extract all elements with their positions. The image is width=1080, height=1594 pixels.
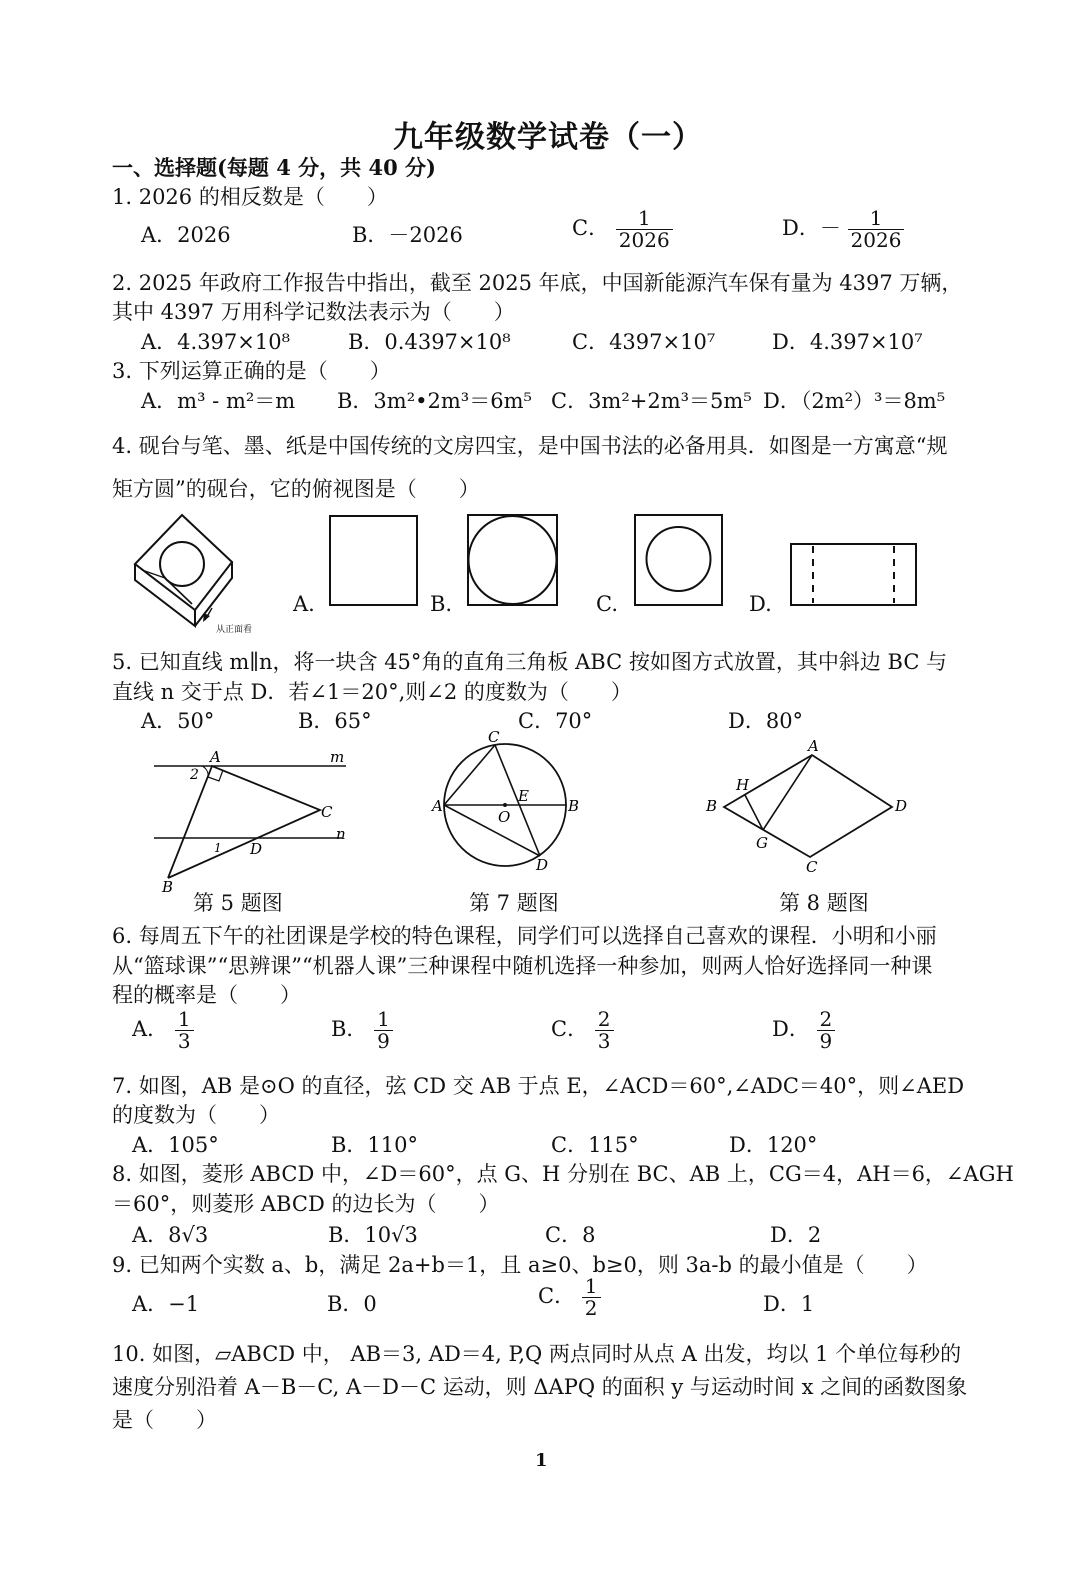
q7-option-c[interactable]: C．115° (551, 1133, 639, 1157)
q9-c-num: 1 (582, 1276, 601, 1298)
q9-option-d[interactable]: D．1 (763, 1292, 815, 1316)
fig5-label-d: D (250, 840, 263, 858)
page-number: 1 (535, 1450, 548, 1471)
q1-stem: 1. 2026 的相反数是（ ） (112, 185, 388, 209)
q8-option-a[interactable]: A．8√3 (132, 1223, 209, 1247)
q1-d-fraction (848, 208, 905, 251)
page-title: 九年级数学试卷（一） (393, 120, 703, 155)
fig5-label-2: 2 (190, 767, 199, 783)
q6-c-fraction (595, 1009, 614, 1052)
q6-option-a[interactable] (132, 1009, 194, 1052)
fig7-label-c: C (488, 728, 500, 746)
fig8-label-c: C (806, 858, 818, 876)
q2-option-d[interactable]: D．4.397×10⁷ (772, 330, 923, 354)
q6-c-den: 3 (597, 1029, 611, 1053)
fig8-label-d: D (895, 797, 908, 815)
fig8-caption: 第 8 题图 (779, 891, 869, 915)
q6-line3: 程的概率是（ ） (112, 983, 301, 1007)
q6-option-c[interactable] (551, 1009, 614, 1052)
q4-line1: 4. 砚台与笔、墨、纸是中国传统的文房四宝，是中国书法的必备用具．如图是一方寓意“规 (112, 434, 948, 458)
q7-option-d[interactable]: D．120° (729, 1133, 818, 1157)
q2-line1: 2. 2025 年政府工作报告中指出，截至 2025 年底，中国新能源汽车保有量为 4397 万辆， (112, 271, 963, 295)
fig5-label-1: 1 (214, 841, 222, 855)
q7-line1: 7. 如图，AB 是⊙O 的直径，弦 CD 交 AB 于点 E，∠ACD＝60°,∠ADC＝40°，则∠AED (112, 1074, 965, 1098)
q6-a-fraction (175, 1009, 194, 1052)
q8-option-d[interactable]: D．2 (770, 1223, 822, 1247)
q1-option-b[interactable]: B．－2026 (352, 223, 463, 247)
fig7-label-d: D (536, 856, 549, 874)
q1-option-c[interactable] (572, 208, 673, 251)
q1-d-prefix: D．－ (782, 216, 841, 240)
fig8-label-h: H (736, 776, 750, 794)
q10-line2: 速度分别沿着 A－B－C, A－D－C 运动，则 ΔAPQ 的面积 y 与运动时间 x 之间的函数图象 (112, 1375, 968, 1399)
q1-d-den: 2026 (850, 228, 902, 252)
q8-line1: 8. 如图，菱形 ABCD 中，∠D＝60°，点 G、H 分别在 BC、AB 上，CG＝4，AH＝6，∠AGH (112, 1162, 1014, 1186)
q8-option-b[interactable]: B．10√3 (328, 1223, 418, 1247)
q6-b-num: 1 (374, 1009, 393, 1031)
q6-d-fraction (817, 1009, 836, 1052)
q9-c-den: 2 (584, 1296, 598, 1320)
fig7-label-a: A (432, 797, 443, 815)
fig5-diagram (150, 745, 360, 895)
fig7-caption: 第 7 题图 (469, 891, 559, 915)
q6-d-num: 2 (817, 1009, 836, 1031)
q6-b-fraction (374, 1009, 393, 1052)
q4-arrow-label: 从正面看 (216, 625, 253, 635)
q4-line2: 矩方圆”的砚台，它的俯视图是（ ） (112, 477, 480, 501)
q9-c-prefix: C． (538, 1284, 576, 1308)
q4-option-c-label[interactable]: C. (596, 592, 618, 616)
fig7-label-b: B (568, 797, 580, 815)
q7-line2: 的度数为（ ） (112, 1103, 280, 1127)
q4-option-a-label[interactable]: A. (293, 592, 315, 616)
q9-option-b[interactable]: B．0 (327, 1292, 377, 1316)
q5-line1: 5. 已知直线 m∥n，将一块含 45°角的直角三角板 ABC 按如图方式放置，其中斜边 BC 与 (112, 650, 948, 674)
fig7-label-o: O (498, 808, 511, 826)
q4-inkstone-figure (130, 512, 240, 632)
q10-line1: 10. 如图，▱ABCD 中， AB＝3, AD＝4, P,Q 两点同时从点 A 出发，均以 1 个单位每秒的 (112, 1342, 962, 1366)
q9-c-fraction (582, 1276, 601, 1319)
q6-option-b[interactable] (331, 1009, 393, 1052)
q3-option-b[interactable]: B．3m²•2m³＝6m⁵ (337, 389, 532, 413)
fig8-label-b: B (706, 797, 718, 815)
q5-option-b[interactable]: B．65° (298, 709, 372, 733)
q5-option-c[interactable]: C．70° (518, 709, 593, 733)
q1-d-num: 1 (848, 208, 905, 230)
q9-stem: 9. 已知两个实数 a、b，满足 2a+b＝1，且 a≥0、b≥0，则 3a-b 的最小值是（ ） (112, 1253, 928, 1277)
q4-option-b-shape[interactable] (467, 514, 559, 607)
q4-option-c-shape[interactable] (634, 514, 724, 607)
fig5-caption: 第 5 题图 (193, 891, 283, 915)
q4-option-a-shape[interactable] (329, 515, 419, 607)
fig8-rhombus (724, 755, 892, 857)
q3-option-c[interactable]: C．3m²+2m³＝5m⁵ (551, 389, 752, 413)
q4-option-b-label[interactable]: B. (430, 592, 453, 616)
q4-option-d-label[interactable]: D. (749, 592, 772, 616)
q6-a-prefix: A． (132, 1017, 169, 1041)
q2-option-a[interactable]: A．4.397×10⁸ (141, 330, 291, 354)
fig8-label-a: A (808, 737, 819, 755)
q1-c-prefix: C． (572, 216, 610, 240)
q7-option-b[interactable]: B．110° (331, 1133, 419, 1157)
q6-c-prefix: C． (551, 1017, 589, 1041)
q2-option-c[interactable]: C．4397×10⁷ (572, 330, 716, 354)
q6-b-prefix: B． (331, 1017, 368, 1041)
q6-line1: 6. 每周五下午的社团课是学校的特色课程，同学们可以选择自己喜欢的课程．小明和小丽 (112, 924, 937, 948)
section-heading: 一、选择题(每题 4 分，共 40 分) (112, 155, 436, 180)
q10-line3: 是（ ） (112, 1408, 217, 1432)
q9-option-c[interactable] (538, 1276, 601, 1319)
q5-line2: 直线 n 交于点 D．若∠1＝20°,则∠2 的度数为（ ） (112, 680, 632, 704)
fig7-label-e: E (518, 787, 529, 805)
fig5-label-b: B (162, 878, 174, 896)
q9-option-a[interactable]: A．−1 (132, 1292, 200, 1316)
q6-line2: 从“篮球课”“思辨课”“机器人课”三种课程中随机选择一种参加，则两人恰好选择同一种课 (112, 954, 933, 978)
q1-c-den: 2026 (618, 228, 670, 252)
q6-option-d[interactable] (772, 1009, 835, 1052)
fig5-label-m: m (330, 748, 345, 766)
q6-a-den: 3 (177, 1029, 191, 1053)
q5-option-a[interactable]: A．50° (141, 709, 215, 733)
q6-b-den: 9 (377, 1029, 390, 1053)
q3-option-a[interactable]: A．m³ - m²＝m (141, 389, 296, 413)
q1-c-num: 1 (616, 208, 673, 230)
q6-c-num: 2 (595, 1009, 614, 1031)
q2-option-b[interactable]: B．0.4397×10⁸ (348, 330, 511, 354)
q7-option-a[interactable]: A．105° (132, 1133, 219, 1157)
q1-option-d[interactable] (782, 208, 904, 251)
q1-option-a[interactable]: A．2026 (141, 223, 231, 247)
q4-option-d-shape[interactable] (790, 543, 918, 607)
fig7-diagram (430, 730, 590, 880)
q2-line2: 其中 4397 万用科学记数法表示为（ ） (112, 300, 515, 324)
fig5-label-a: A (210, 748, 221, 766)
q5-option-d[interactable]: D．80° (728, 709, 804, 733)
q6-a-num: 1 (175, 1009, 194, 1031)
q6-d-prefix: D． (772, 1017, 810, 1041)
q8-line2: ＝60°，则菱形 ABCD 的边长为（ ） (112, 1192, 500, 1216)
fig8-label-g: G (756, 834, 768, 852)
q6-d-den: 9 (819, 1029, 833, 1053)
q3-stem: 3. 下列运算正确的是（ ） (112, 359, 391, 383)
fig5-label-c: C (321, 803, 333, 821)
q3-option-d[interactable]: D．（2m²）³＝8m⁵ (763, 389, 946, 413)
fig5-label-n: n (336, 825, 346, 843)
q8-option-c[interactable]: C．8 (545, 1223, 596, 1247)
q1-c-fraction (616, 208, 673, 251)
fig8-diagram (700, 738, 930, 883)
